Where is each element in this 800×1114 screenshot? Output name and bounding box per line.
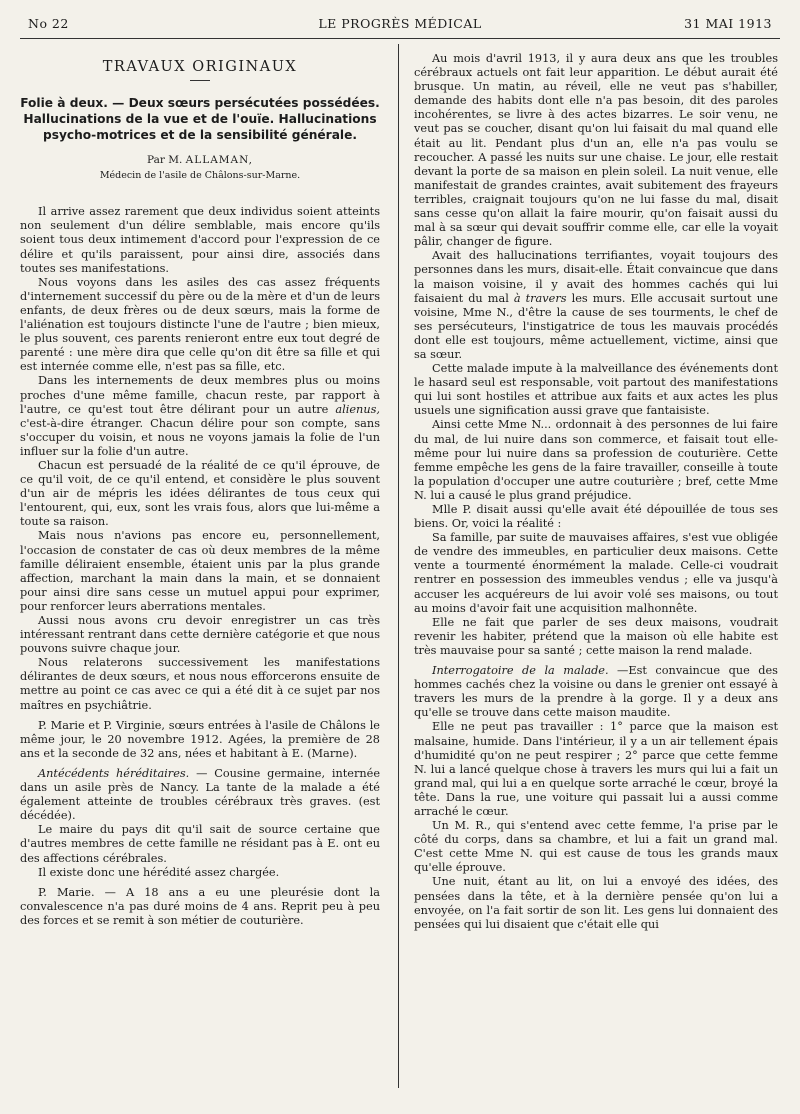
paragraph: P. Marie et P. Virginie, sœurs entrées à l'asile de Châlons le même jour, le 20 novembre 1912. Agées, la première de 28 ans et la seconde de 32 ans, nées et habitant à E. (Marne). xyxy=(20,718,380,760)
paragraph: Mais nous n'avions pas encore eu, personnellement, l'occasion de constater de cas où deux membres de la même famille déliraient ensemble, étaient unis par la plus grande affection, marchant la main dans la main, et se donnaient pour ainsi dire sans cesse un mutuel appui pour exprimer, pour renforcer leurs aberrations mentales. xyxy=(20,529,380,613)
journal-title: LE PROGRÈS MÉDICAL xyxy=(318,16,482,31)
paragraph: Il arrive assez rarement que deux individus soient atteints non seulement d'un délire semblable, mais encore qu'ils soient tous deux intimement d'accord pour l'expression de ce délire et qu'ils paraissent, pour ainsi dire, associés dans toutes ses manifestations. xyxy=(20,205,380,275)
subheading: Interrogatoire de la malade. xyxy=(432,664,609,678)
paragraph: Une nuit, étant au lit, on lui a envoyé des idées, des pensées dans la tête, et à la dernière pensée qu'on lui a envoyée, on l'a fait sortir de son lit. Les gens lui donnaient des pensées qui lui disaient que c'était elle qui xyxy=(414,875,778,931)
paragraph: Nous voyons dans les asiles des cas assez fréquents d'internement successif du père ou de la mère et d'un de leurs enfants, de deux frères ou de deux sœurs, mais la forme de l'aliénation est toujours distincte l'une de l'autre ; bien mieux, le plus souvent, ces parents renieront entre eux tout degré de parenté : une mère dira que celle qu'on dit être sa fille et qui est internée comme elle, n'est pas sa fille, etc. xyxy=(20,275,380,374)
italic-term: alienus, xyxy=(335,402,380,416)
page-number: No 22 xyxy=(28,16,69,31)
running-header xyxy=(28,16,772,34)
paragraph xyxy=(20,374,380,459)
paragraph: Cette malade impute à la malveillance des événements dont le hasard seul est responsable, voit partout des manifestations qui lui sont hostiles et attribue aux faits et aux actes les plus usuels une signification aussi grave que fantaisiste. xyxy=(414,362,778,418)
author-affiliation: Médecin de l'asile de Châlons-sur-Marne. xyxy=(99,170,301,182)
paragraph: Mlle P. disait aussi qu'elle avait été dépouillée de tous ses biens. Or, voici la réalité : xyxy=(414,503,778,531)
paragraph: Nous relaterons successivement les manifestations délirantes de deux sœurs, et nous nous efforcerons ensuite de mettre au point ce cas avec ce qui a été dit à ce sujet par nos maîtres en psychiâtrie. xyxy=(20,656,380,712)
section-rule xyxy=(190,80,210,81)
column-divider xyxy=(398,44,399,1088)
paragraph xyxy=(414,664,778,720)
paragraph: Le maire du pays dit qu'il sait de source certaine que d'autres membres de cette famille ne résidant pas à E. ont eu des affections cérébrales. xyxy=(20,823,380,865)
text-run: —Est convaincue que des hommes cachés chez la voisine ou dans le grenier ont essayé à travers les murs de la prendre à la gorge. Il y a deux ans qu'elle se trouve dans cette maison maudite. xyxy=(414,664,778,720)
text-run: Dans les internements de deux membres plus ou moins proches d'une même famille, chacun reste, par rapport à l'autre, ce qu'est tout être délirant pour un autre xyxy=(20,374,380,416)
paragraph: P. Marie. — A 18 ans a eu une pleurésie dont la convalescence n'a pas duré moins de 4 ans. Reprit peu à peu des forces et se remit à son métier de couturière. xyxy=(20,885,380,927)
left-column xyxy=(20,52,380,928)
paragraph: Aussi nous avons cru devoir enregistrer un cas très intéressant rentrant dans cette dernière catégorie et que nous pouvons suivre chaque jour. xyxy=(20,614,380,656)
paragraph: Au mois d'avril 1913, il y aura deux ans que les troubles cérébraux actuels ont fait leur apparition. Le début aurait été brusque. Un matin, au réveil, elle ne veut pas s'habiller, demande des habits dont elle n'a pas besoin, dit des paroles incohérentes, se livre à des actes bizarres. Le soir venu, ne veut pas se coucher, disant qu'on lui faisait du mal quand elle était au lit. Pendant plus d'un an, elle n'a pas voulu se recoucher. A passé les nuits sur une chaise. Le jour, elle restait devant la porte de sa maison en plein soleil. La nuit venue, elle manifestait de grandes craintes, avait subitement des frayeurs terribles, craignait toujours qu'on ne lui fasse du mal, disait sans cesse qu'on allait la faire mourir, qu'on faisait aussi du mal à sa sœur qui devait souffrir comme elle, car elle la voyait pâlir, changer de figure. xyxy=(414,52,778,249)
paragraph: Elle ne peut pas travailler : 1° parce que la maison est malsaine, humide. Dans l'intérieur, il y a un air tellement épais d'humidité qu'on ne peut respirer ; 2° parce que cette femme N. lui a lancé quelque chose à travers les murs qui lui a fait un grand mal, qui lui a en quelque sorte arraché le cœur, broyé la tête. Dans la rue, une voiture qui passait lui a aussi comme arraché le cœur. xyxy=(414,720,778,818)
subheading: Antécédents héréditaires. xyxy=(38,766,190,780)
article-title: Folie à deux. — Deux sœurs persécutées possédées. Hallucinations de la vue et de l'ouïe. Hallucinations psycho-motrices et de la sensibilité générale. xyxy=(20,96,380,143)
paragraph: Sa famille, par suite de mauvaises affaires, s'est vue obligée de vendre des immeubles, en particulier deux maisons. Cette vente a tourmenté énormément la malade. Celle-ci voudrait rentrer en possession des immeubles vendus ; elle va jusqu'à accuser les acquéreurs de lui avoir volé ses maisons, ou tout au moins d'avoir fait une acquisition malhonnête. xyxy=(414,531,778,615)
text-run: Avait des hallucinations terrifiantes, voyait toujours des personnes dans les murs, disait-elle. Était convaincue que dans la maison voisine, il y avait des hommes cachés qui lui faisaient du mal xyxy=(414,249,778,305)
paragraph: Chacun est persuadé de la réalité de ce qu'il éprouve, de ce qu'il voit, de ce qu'il entend, et considère le plus souvent d'un air de mépris les idées délirantes de tous ceux qui l'entourent, qui, eux, sont les vrais fous, alors que lui-même a toute sa raison. xyxy=(20,458,380,529)
text-run: les murs. Elle accusait surtout une voisine, Mme N., d'être la cause de ses tourments, le chef de ses persécuteurs, l'instigatrice de tous les mauvais procédés dont elle est toujours, même actuellement, victime, ainsi que sa sœur. xyxy=(414,291,778,361)
paragraph: Ainsi cette Mme N... ordonnait à des personnes de lui faire du mal, de lui nuire dans son commerce, et faisait tout elle-même pour lui nuire dans sa profession de couturière. Cette femme empêche les gens de la faire travailler, conseille à toute la population d'occuper une autre couturière ; bref, cette Mme N. lui a causé le plus grand préjudice. xyxy=(414,418,778,502)
text-run: — Cousine germaine, internée dans un asile près de Nancy. La tante de la malade a été également atteinte de troubles cérébraux très graves. (est décédée). xyxy=(20,766,381,823)
text-run: c'est-à-dire étranger. Chacun délire pour son compte, sans s'occuper du voisin, et nous ne voyons jamais la folie de l'un influer sur la folie d'un autre. xyxy=(20,416,380,458)
paragraph: Il existe donc une hérédité assez chargée. xyxy=(38,865,280,879)
issue-date: 31 MAI 1913 xyxy=(684,16,772,31)
paragraph: Un M. R., qui s'entend avec cette femme, l'a prise par le côté du corps, dans sa chambre, et lui a fait un grand mal. C'est cette Mme N. qui est cause de tous les grands maux qu'elle éprouve. xyxy=(414,819,778,875)
header-rule xyxy=(20,38,780,39)
paragraph: Elle ne fait que parler de ses deux maisons, voudrait revenir les habiter, prétend que la maison où elle habite est très mauvaise pour sa santé ; cette maison la rend malade. xyxy=(414,615,778,657)
paragraph xyxy=(414,249,778,362)
author-line xyxy=(20,153,380,167)
author-prefix: Par M. xyxy=(147,154,183,167)
section-title: TRAVAUX ORIGINAUX xyxy=(102,59,298,75)
right-column xyxy=(414,52,778,932)
paragraph xyxy=(20,767,380,823)
italic-term: à travers xyxy=(513,291,567,305)
author-name: ALLAMAN, xyxy=(185,154,253,167)
